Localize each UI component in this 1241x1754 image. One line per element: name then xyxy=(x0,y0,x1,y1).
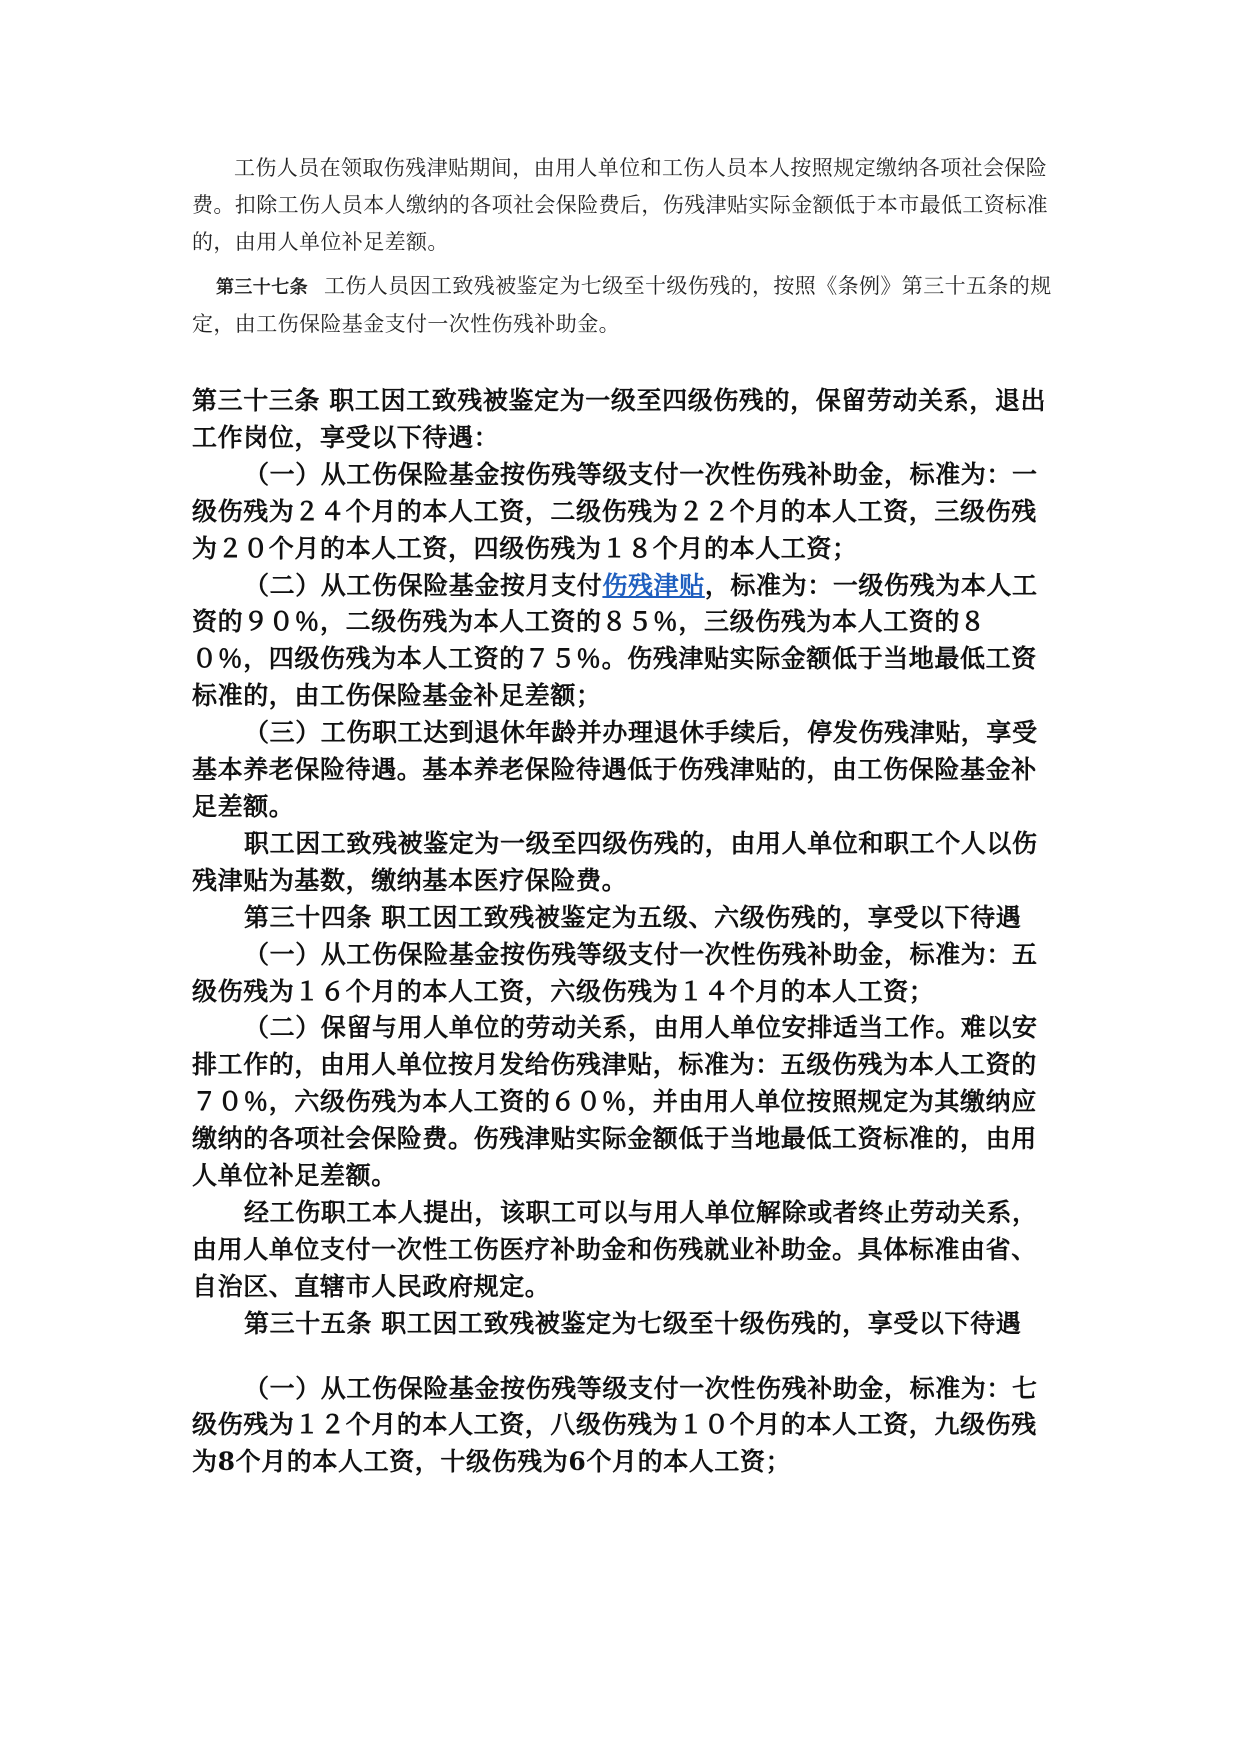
disability-allowance-link[interactable]: 伤残津贴 xyxy=(602,570,705,600)
article-34-termination-paragraph: 经工伤职工本人提出，该职工可以与用人单位解除或者终止劳动关系，由用人单位支付一次性工伤医疗补助金和伤残就业补助金。具体标准由省、自治区、直辖市人民政府规定。 xyxy=(192,1197,1038,1301)
upper-text-block xyxy=(192,150,1054,343)
article-34-item-1: （一）从工伤保险基金按伤残等级支付一次性伤残补助金，标准为：五级伤残为１６个月的本人工资，六级伤残为１４个月的本人工资； xyxy=(192,939,1038,1006)
article-34-item-2: （二）保留与用人单位的劳动关系，由用人单位安排适当工作。难以安排工作的，由用人单位按月发给伤残津贴，标准为：五级伤残为本人工资的７０％，六级伤残为本人工资的６０％，并由用人单位按照规定为其缴纳应缴纳的各项社会保险费。伤残津贴实际金额低于当地最低工资标准的，由用人单位补足差额。 xyxy=(192,1013,1038,1191)
article-33-item-3: （三）工伤职工达到退休年龄并办理退休手续后，停发伤残津贴，享受基本养老保险待遇。基本养老保险待遇低于伤残津贴的，由工伤保险基金补足差额。 xyxy=(192,718,1038,821)
article-33-heading: 第三十三条 职工因工致残被鉴定为一级至四级伤残的，保留劳动关系，退出工作岗位，享受以下待遇： xyxy=(192,386,1047,452)
article-34-heading: 第三十四条 职工因工致残被鉴定为五级、六级伤残的，享受以下待遇 xyxy=(244,902,1022,932)
article-37-label: 第三十七条 xyxy=(216,277,308,298)
article-33-medical-insurance-paragraph: 职工因工致残被鉴定为一级至四级伤残的，由用人单位和职工个人以伤残津贴为基数，缴纳基本医疗保险费。 xyxy=(192,828,1038,895)
article-37-text: 工伤人员因工致残被鉴定为七级至十级伤残的，按照《条例》第三十五条的规定，由工伤保险基金支付一次性伤残补助金。 xyxy=(192,274,1052,336)
main-text-block xyxy=(192,383,1062,1481)
article-33-item-2 xyxy=(192,568,1062,716)
disability-allowance-insurance-paragraph: 工伤人员在领取伤残津贴期间，由用人单位和工伤人员本人按照规定缴纳各项社会保险费。扣除工伤人员本人缴纳的各项社会保险费后，伤残津贴实际金额低于本市最低工资标准的，由用人单位补足差额。 xyxy=(192,156,1048,254)
article-35-item-1: （一）从工伤保险基金按伤残等级支付一次性伤残补助金，标准为：七级伤残为１２个月的本人工资，八级伤残为１０个月的本人工资，九级伤残为8个月的本人工资，十级伤残为6个月的本人工资； xyxy=(192,1373,1038,1477)
paragraph-spacer xyxy=(192,1343,1062,1371)
article-33-item-2-after-link: ，标准为：一级伤残为本人工资的９０％，二级伤残为本人工资的８５％，三级伤残为本人工资的８０％，四级伤残为本人工资的７５％。伤残津贴实际金额低于当地最低工资标准的，由工伤保险基金补足差额； xyxy=(192,570,1038,711)
article-37-paragraph xyxy=(192,268,1054,343)
article-35-heading: 第三十五条 职工因工致残被鉴定为七级至十级伤残的，享受以下待遇 xyxy=(244,1308,1022,1338)
article-33-item-1: （一）从工伤保险基金按伤残等级支付一次性伤残补助金，标准为：一级伤残为２４个月的本人工资，二级伤残为２２个月的本人工资，三级伤残为２０个月的本人工资，四级伤残为１８个月的本人工资； xyxy=(192,459,1038,563)
article-33-item-2-before-link: （二）从工伤保险基金按月支付 xyxy=(244,570,603,600)
